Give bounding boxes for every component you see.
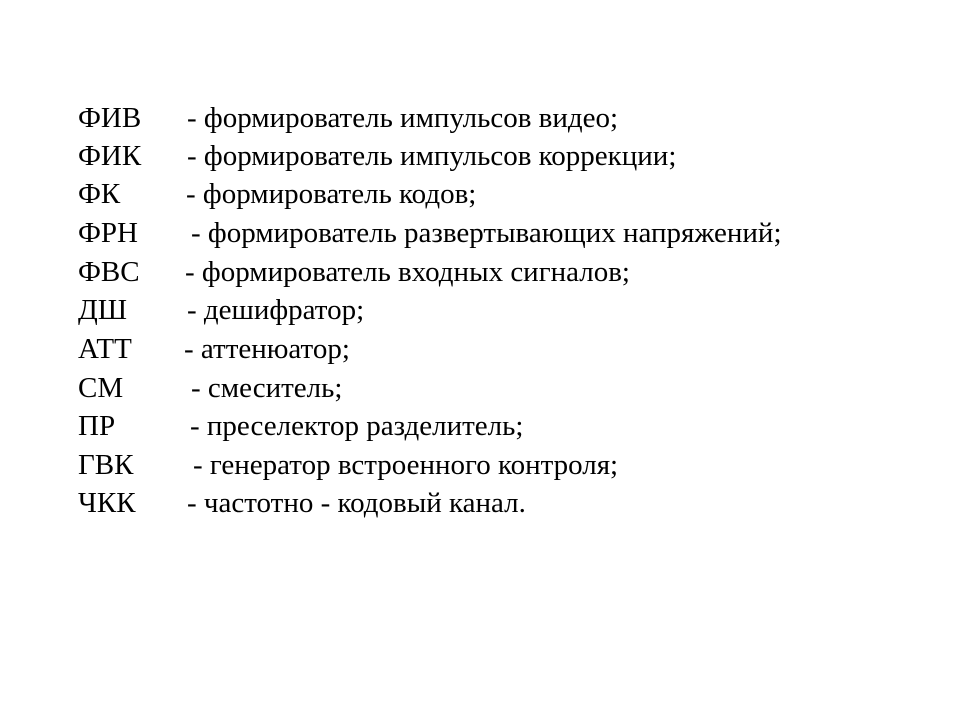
abbreviation-definition: - дешифратор; (187, 294, 365, 326)
list-item (0, 447, 960, 483)
abbreviation-term: ФК (78, 178, 121, 210)
list-item (0, 292, 960, 328)
abbreviation-definition: - частотно - кодовый канал. (187, 487, 526, 519)
abbreviation-definition: - формирователь импульсов видео; (187, 102, 619, 134)
abbreviation-term: ФРН (78, 217, 138, 249)
abbreviation-term: СМ (78, 372, 124, 404)
abbreviation-definition: - смеситель; (191, 372, 343, 404)
abbreviation-term: ПР (78, 410, 116, 442)
list-item (0, 408, 960, 444)
list-item (0, 176, 960, 212)
abbreviation-term: ФИК (78, 140, 142, 172)
abbreviation-definition: - генератор встроенного контроля; (193, 449, 619, 481)
list-item (0, 215, 960, 251)
abbreviation-term: ЧКК (78, 487, 136, 519)
abbreviation-definition: - формирователь входных сигналов; (185, 256, 630, 288)
abbreviation-definition: - формирователь развертывающих напряжений; (191, 217, 782, 249)
list-item (0, 138, 960, 174)
list-item (0, 485, 960, 521)
abbreviation-definition: - аттенюатор; (184, 333, 350, 365)
abbreviation-definition: - преселектор разделитель; (190, 410, 524, 442)
list-item (0, 100, 960, 136)
abbreviation-term: ФИВ (78, 102, 142, 134)
list-item (0, 370, 960, 406)
list-item (0, 254, 960, 290)
abbreviation-term: АТТ (78, 333, 132, 365)
list-item (0, 331, 960, 367)
abbreviation-definition: - формирователь импульсов коррекции; (187, 140, 677, 172)
abbreviation-definition: - формирователь кодов; (186, 178, 477, 210)
abbreviation-term: ГВК (78, 449, 134, 481)
abbreviation-term: ДШ (78, 294, 128, 326)
abbreviation-term: ФВС (78, 256, 140, 288)
